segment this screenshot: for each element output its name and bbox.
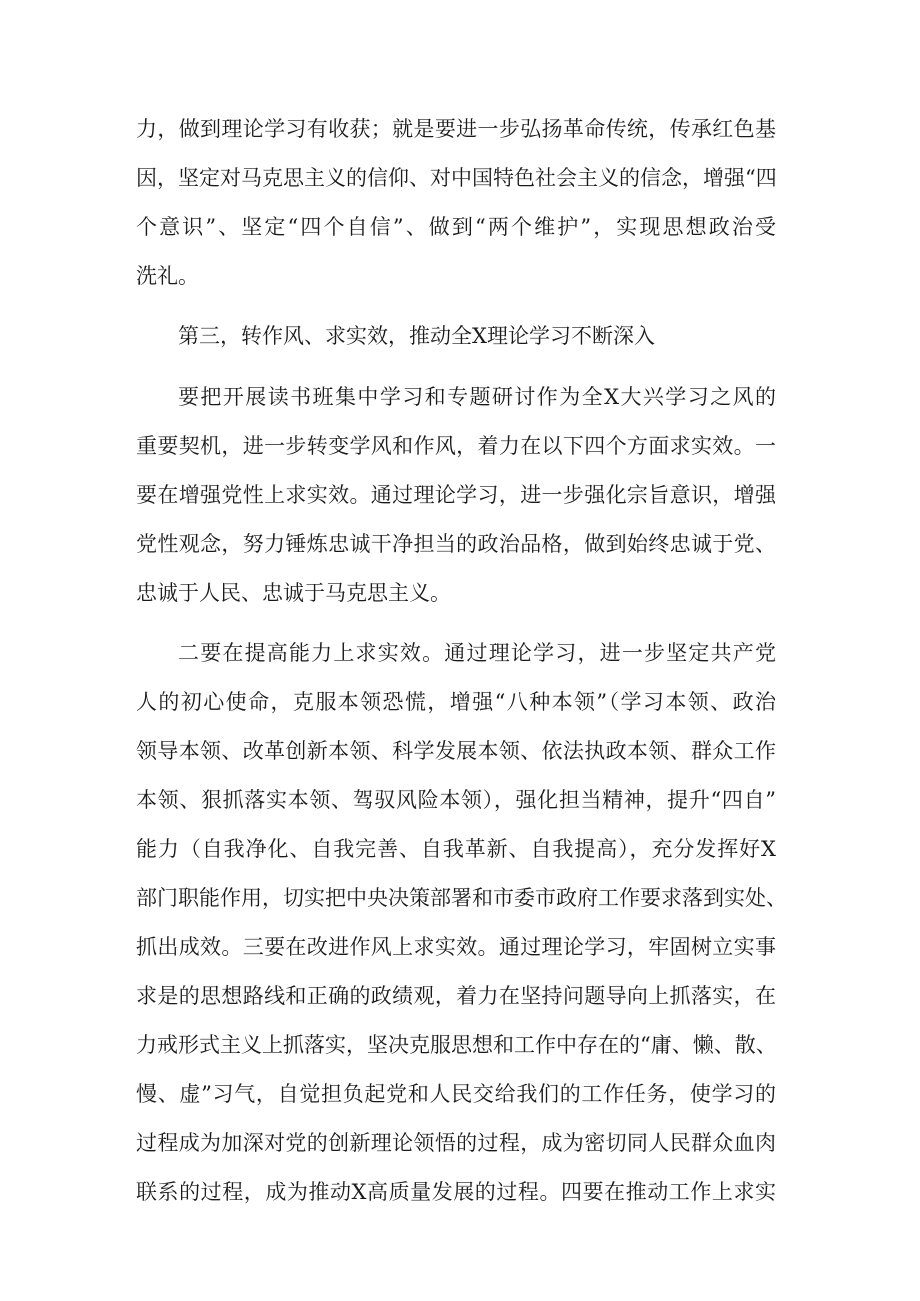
text-line-11: 二要在提高能力上求实效。通过理论学习，进一步坚定共产党 bbox=[178, 641, 776, 665]
text-line-3: 个意识”、坚定“四个自信”、做到“两个维护”，实现思想政治受 bbox=[136, 215, 776, 239]
text-line-9: 党性观念，努力锤炼忠诚干净担当的政治品格，做到始终忠诚于党、 bbox=[136, 532, 776, 556]
section-heading: 第三，转作风、求实效，推动全X理论学习不断深入 bbox=[178, 324, 655, 348]
text-line-4: 洗礼。 bbox=[136, 264, 199, 288]
text-line-2: 因，坚定对马克思主义的信仰、对中国特色社会主义的信念，增强“四 bbox=[136, 166, 777, 190]
text-line-15: 能力（自我净化、自我完善、自我革新、自我提高），充分发挥好X bbox=[136, 837, 776, 861]
text-line-21: 过程成为加深对党的创新理论领悟的过程，成为密切同人民群众血肉 bbox=[136, 1131, 776, 1155]
text-line-12: 人的初心使命，克服本领恐慌，增强“八种本领”（学习本领、政治 bbox=[136, 690, 776, 714]
text-line-18: 求是的思想路线和正确的政绩观，着力在坚持问题导向上抓落实，在 bbox=[136, 984, 776, 1008]
text-line-19: 力戒形式主义上抓落实，坚决克服思想和工作中存在的“庸、懒、散、 bbox=[136, 1033, 777, 1057]
text-line-13: 领导本领、改革创新本领、科学发展本领、依法执政本领、群众工作 bbox=[136, 739, 776, 763]
text-line-7: 重要契机，进一步转变学风和作风，着力在以下四个方面求实效。一 bbox=[136, 434, 776, 458]
text-line-22: 联系的过程，成为推动X高质量发展的过程。四要在推动工作上求实 bbox=[136, 1180, 776, 1204]
text-line-8: 要在增强党性上求实效。通过理论学习，进一步强化宗旨意识，增强 bbox=[136, 483, 776, 507]
text-line-6: 要把开展读书班集中学习和专题研讨作为全X大兴学习之风的 bbox=[178, 385, 776, 409]
text-line-14: 本领、狠抓落实本领、驾驭风险本领），强化担当精神，提升“四自” bbox=[136, 788, 776, 812]
text-line-1: 力，做到理论学习有收获；就是要进一步弘扬革命传统，传承红色基 bbox=[136, 117, 776, 141]
text-line-16: 部门职能作用，切实把中央决策部署和市委市政府工作要求落到实处、 bbox=[136, 886, 787, 910]
text-line-20: 慢、虚”习气，自觉担负起党和人民交给我们的工作任务，使学习的 bbox=[136, 1082, 776, 1106]
text-line-10: 忠诚于人民、忠诚于马克思主义。 bbox=[136, 581, 451, 605]
text-line-17: 抓出成效。三要在改进作风上求实效。通过理论学习，牢固树立实事 bbox=[136, 935, 776, 959]
